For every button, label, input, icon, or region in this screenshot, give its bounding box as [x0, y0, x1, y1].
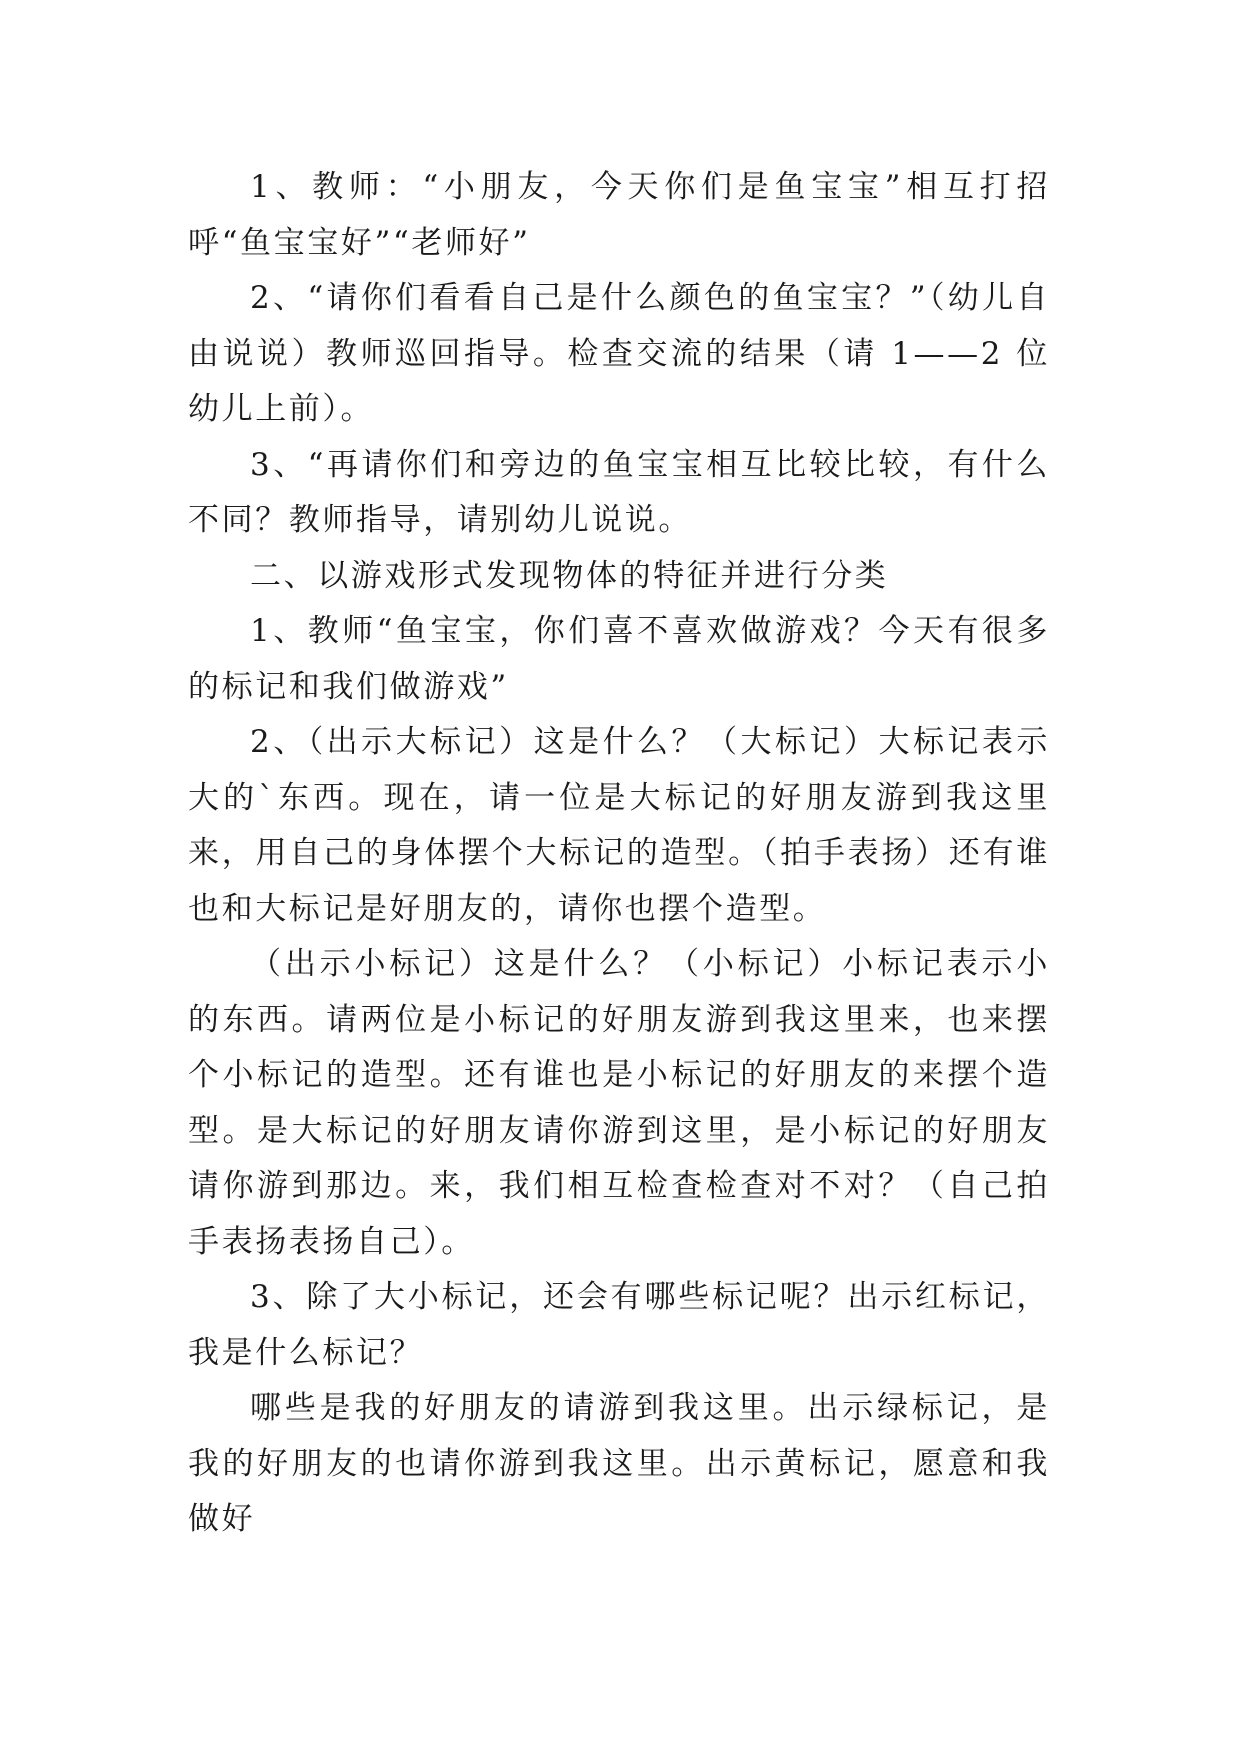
paragraph-big-marker: 2、（出示大标记）这是什么？（大标记）大标记表示大的`东西。现在，请一位是大标记的好朋友游到我这里来，用自己的身体摆个大标记的造型。（拍手表扬）还有谁也和大标记是好朋友的，请你也摆个造型。: [188, 724, 1050, 927]
paragraph-color-question: 2、“请你们看看自己是什么颜色的鱼宝宝？”（幼儿自由说说）教师巡回指导。检查交流的结果（请 1——2 位幼儿上前）。: [188, 280, 1050, 427]
paragraph-small-marker: （出示小标记）这是什么？（小标记）小标记表示小的东西。请两位是小标记的好朋友游到我这里来，也来摆个小标记的造型。还有谁也是小标记的好朋友的来摆个造型。是大标记的好朋友请你游到这里，是小标记的好朋友请你游到那边。来，我们相互检查检查对不对？（自己拍手表扬表扬自己）。: [188, 946, 1050, 1260]
paragraph-red-marker: 3、除了大小标记，还会有哪些标记呢？出示红标记，我是什么标记？: [188, 1279, 1050, 1371]
paragraph-greeting: 1、教师：“小朋友，今天你们是鱼宝宝”相互打招呼“鱼宝宝好”“老师好”: [188, 169, 1050, 261]
paragraph-green-yellow-marker: 哪些是我的好朋友的请游到我这里。出示绿标记，是我的好朋友的也请你游到我这里。出示黄标记，愿意和我做好: [188, 1390, 1050, 1537]
paragraph-game-intro: 1、教师“鱼宝宝，你们喜不喜欢做游戏？今天有很多的标记和我们做游戏”: [188, 613, 1050, 705]
paragraph-compare: 3、“再请你们和旁边的鱼宝宝相互比较比较，有什么不同？教师指导，请别幼儿说说。: [188, 446, 1050, 538]
section-heading-game: 二、以游戏形式发现物体的特征并进行分类: [250, 557, 889, 594]
document-body: [188, 160, 1050, 1548]
